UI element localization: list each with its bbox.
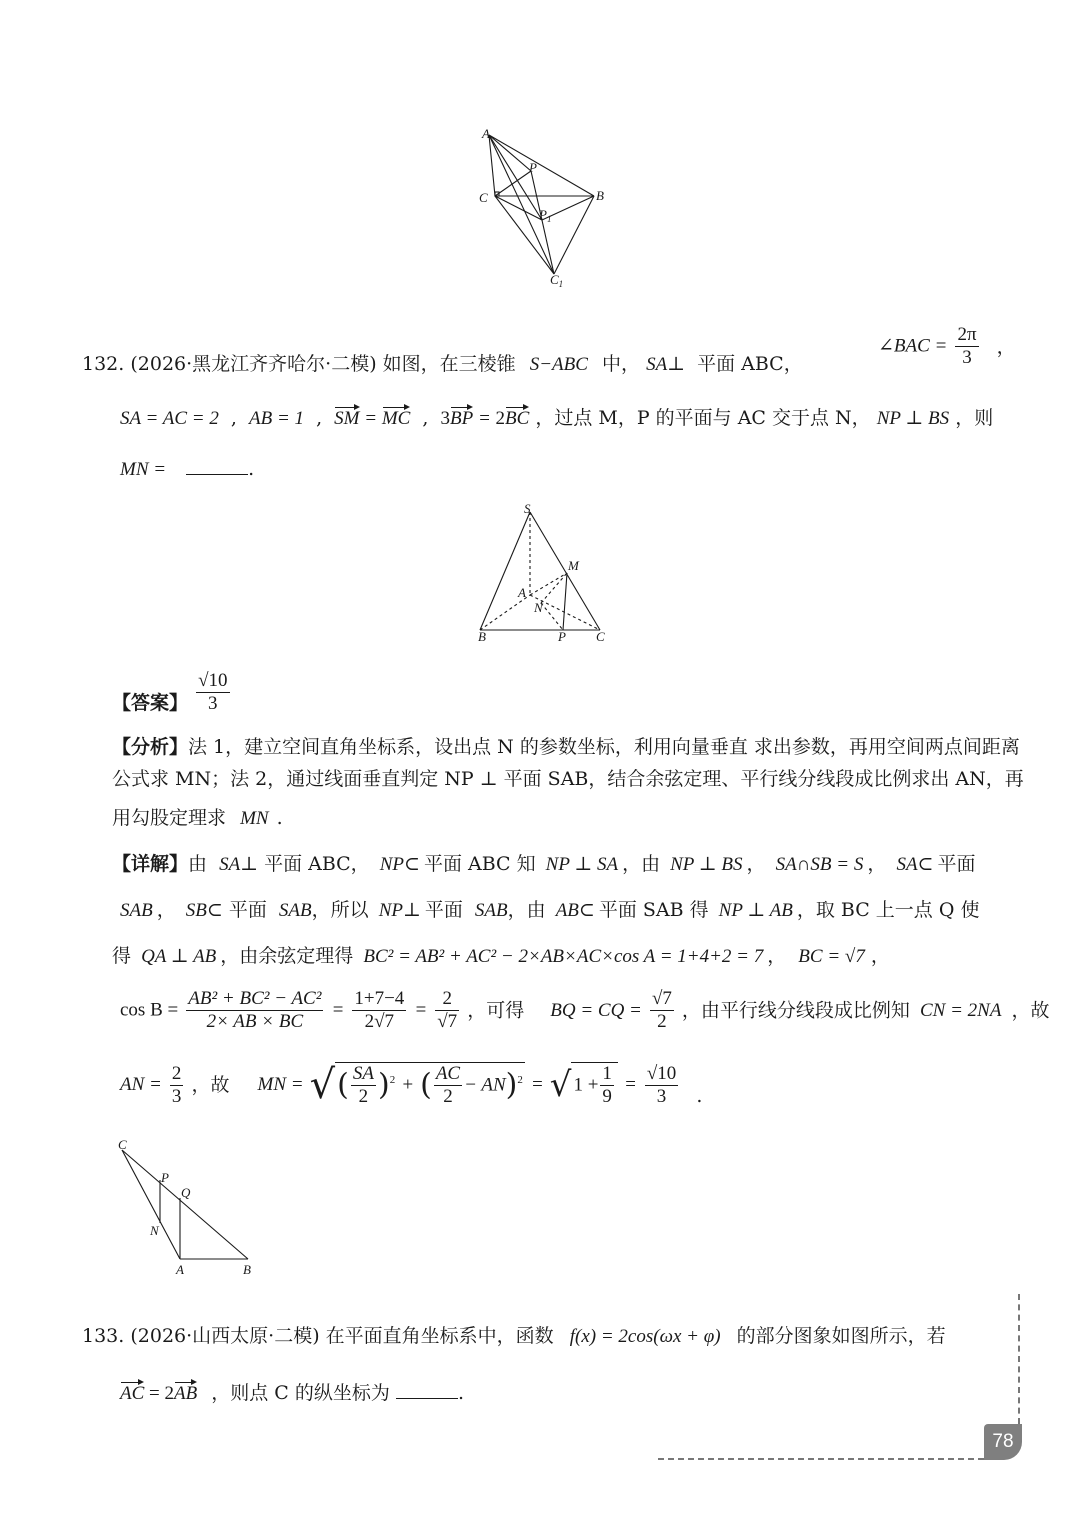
analysis-line1 (112, 735, 1020, 759)
answer-block (112, 670, 232, 715)
vec-ac: AC (120, 1383, 145, 1404)
detail-line5: AN = $\frac{2}{3}$ ，故 MN = √( $\frac{SA}{2}$ )$^2$ + ( $\frac{AC}{2}$ − AN)$^2$ = √ 1 + $\frac{1}{9}$ = $\frac{√10}{3}$ . (120, 1062, 703, 1108)
analysis-mn: MN (240, 808, 269, 829)
fig2-label-b: B (478, 629, 486, 644)
answer-blank-133 (396, 1380, 458, 1399)
fig3-label-c: C (118, 1137, 127, 1152)
q132-line1 (82, 352, 803, 377)
cond-ab: AB = 1 (248, 408, 305, 429)
analysis-text-1: 法 1，建立空间直角坐标系，设出点 N 的参数坐标，利用向量垂直 求出参数，再用空间两点间距离 (188, 736, 1020, 758)
analysis-text-3: 用勾股定理求 (112, 807, 227, 829)
fig2-label-a: A (518, 585, 526, 600)
q133-stem-b: 的部分图象如图所示，若 (736, 1325, 946, 1347)
q132-sa-perp: SA⊥ (646, 354, 686, 375)
vec-mc: MC (381, 408, 411, 429)
fig1-label-a: A (482, 126, 490, 141)
fig2-label-c: C (596, 629, 605, 644)
vec-sm: SM (334, 408, 360, 429)
vec-ab: AB (174, 1383, 198, 1404)
fig1-label-c: C (479, 190, 488, 205)
q132-angle (878, 324, 1016, 369)
figure-2 (470, 500, 620, 648)
q132-stem: 如图，在三棱锥 (382, 353, 516, 375)
q132-plane: 平面 ABC， (697, 353, 803, 375)
fig1-label-p: P (529, 160, 537, 175)
fig3-label-b: B (243, 1262, 251, 1277)
mn-label: MN = (120, 459, 167, 480)
analysis-line3: 用勾股定理求 MN . (112, 807, 283, 829)
fig1-label-b: B (596, 188, 604, 203)
cond-sa-ac: SA = AC = 2 (120, 408, 219, 429)
answer-value: $\frac{√10}{3}$ (198, 670, 228, 714)
fig2-label-m: M (568, 558, 579, 573)
q132-tetra: S−ABC (529, 354, 588, 375)
q132-stem-c: ，过点 M，P 的平面与 AC 交于点 N， (535, 407, 871, 429)
answer-blank (186, 456, 248, 475)
page-number: 78 (984, 1424, 1022, 1460)
vec-bp: BP (449, 408, 474, 429)
detail-line1: 【详解】由 SA⊥ 平面 ABC， NP⊂ 平面 ABC 知 NP ⊥ SA ，由 NP ⊥ BS ， SA∩SB = S ， SA⊂ 平面 (112, 853, 976, 875)
fig2-label-p: P (558, 629, 566, 644)
detail-label: 【详解】 (112, 853, 189, 875)
fig1-label-p1: $P_1$ (539, 207, 552, 224)
analysis-line2 (112, 767, 1024, 791)
detail-line3: 得 QA ⊥ AB ，由余弦定理得 BC² = AB² + AC² − 2×AB×AC×cos A = 1+4+2 = 7 ， BC = √7 ， (112, 945, 890, 967)
answer-label: 【答案】 (112, 692, 189, 714)
detail-line4: cos B = $\frac{\text{AB² + BC² − AC²}}{2\times AB \times BC}$ = $\frac{1+7-4}{2√7}$ = $\frac{2}{√7}$ ，可得 BQ = CQ = $\frac{√7}{2}$ ，由平行线分线段成比例知 CN = 2NA ，故 (120, 988, 1050, 1032)
fig3-label-q: Q (181, 1185, 191, 1200)
figure-1 (470, 122, 620, 294)
figure-3 (110, 1134, 270, 1284)
q133-stem: 在平面直角坐标系中，函数 (325, 1325, 554, 1347)
fig3-label-n: N (150, 1223, 159, 1238)
comma: ， (996, 335, 1016, 358)
angle-bac: ∠BAC = (878, 335, 948, 357)
q133-number: 133. (82, 1325, 125, 1347)
fig3-label-p: P (161, 1170, 169, 1185)
analysis-label: 【分析】 (112, 736, 189, 758)
dashed-border-bottom (658, 1458, 984, 1460)
q132-stem-b: 中， (602, 353, 641, 375)
q133-source: (2026·山西太原·二模) (130, 1325, 320, 1347)
fig2-label-s: S (524, 501, 531, 516)
analysis-text-2: 公式求 MN；法 2，通过线面垂直判定 NP ⊥ 平面 SAB，结合余弦定理、平行线分线段成比例求出 AN，再 (112, 768, 1024, 790)
np-perp-bs: NP ⊥ BS (876, 408, 950, 429)
q133-line2: AC = 2AB ，则点 C 的纵坐标为 . (120, 1382, 464, 1404)
q132-number: 132. (82, 353, 125, 375)
detail-line2: SAB ， SB⊂ 平面 SAB，所以 NP⊥ 平面 SAB，由 AB⊂ 平面 SAB 得 NP ⊥ AB ，取 BC 上一点 Q 使 (120, 899, 980, 921)
q133-function: f(x) = 2cos(ωx + φ) (569, 1326, 721, 1347)
fig2-label-n: N (534, 600, 543, 615)
fig1-label-c1: $C_1$ (550, 272, 564, 289)
q132-source: (2026·黑龙江齐齐哈尔·二模) (130, 353, 377, 375)
q133-line1 (82, 1324, 946, 1349)
vec-bc: BC (505, 408, 530, 429)
q132-line3: MN = . (120, 458, 255, 480)
q133-stem-c: ，则点 C 的纵坐标为 (211, 1382, 390, 1404)
angle-frac: $\frac{2\pi}{3}$ (957, 324, 977, 368)
fig3-label-a: A (176, 1262, 184, 1277)
dashed-border-right (1018, 1294, 1020, 1424)
q132-line2: SA = AC = 2 , AB = 1 , SM = MC , 3BP = 2BC ，过点 M，P 的平面与 AC 交于点 N， NP ⊥ BS ，则 (120, 407, 994, 429)
q132-stem-d: ，则 (955, 407, 994, 429)
